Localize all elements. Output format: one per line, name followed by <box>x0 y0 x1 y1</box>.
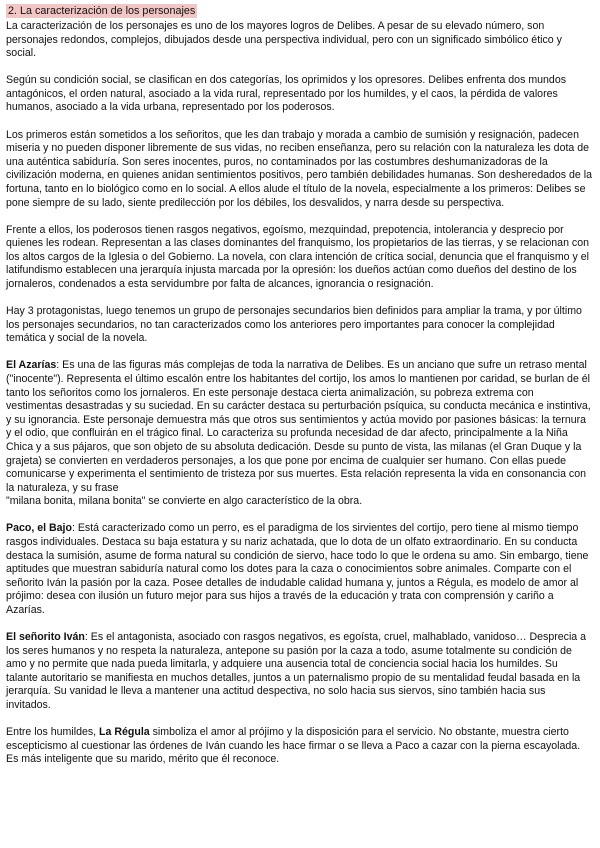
paragraph-protagonistas: Hay 3 protagonistas, luego tenemos un grupo de personajes secundarios bien definidos para ampliar la trama, y por último los personajes secundarios, no tan caracterizados como los anteriores pero importantes para conocer la complejidad temática y social de la novela. <box>6 305 582 345</box>
paragraph-regula <box>6 726 592 767</box>
paragraph-intro: La caracterización de los personajes es uno de los mayores logros de Delibes. A pesar de su elevado número, son personajes redondos, complejos, dibujados desde una perspectiva individual, pero con un significado simbólico ético y social. <box>6 20 562 60</box>
paragraph-social-classes: Según su condición social, se clasifican en dos categorías, los oprimidos y los opresores. Delibes enfrenta dos mundos antagónicos, el orden natural, asociado a la vida rural, representado por los humildes, y el caos, la pérdida de valores humanos, asociado a la vida urbana, representado por los poderosos. <box>6 74 567 114</box>
azarias-quote: "milana bonita, milana bonita" se convierte en algo característico de la obra. <box>6 495 363 508</box>
character-name-paco: Paco, el Bajo <box>6 522 72 535</box>
paragraph-paco <box>6 522 592 617</box>
paco-description: : Está caracterizado como un perro, es el paradigma de los sirvientes del cortijo, pero tiene al mismo tiempo rasgos individuales. Destaca su baja estatura y su nariz achatada, que lo dota de un olfato extraordinario. En su conducta destaca la sumisión, asume de forma natural su condición de siervo, hace todo lo que le ordena su amo. Sin embargo, tiene aptitudes que muestran sabiduría natural como los dotes para la caza o conocimientos sobre animales. Comparte con el señorito Iván la pasión por la caza. Posee detalles de indudable calidad humana y, juntos a Régula, es modelo de amor al prójimo: desea con ilusión un futuro mejor para sus hijos a través de la educación y trata con comprensión y cariño a Azarías. <box>6 522 589 616</box>
character-name-ivan: El señorito Iván <box>6 631 85 644</box>
section-heading: 2. La caracterización de los personajes <box>8 5 196 17</box>
document-body <box>6 20 592 780</box>
character-name-regula: La Régula <box>99 726 150 739</box>
paragraph-poderosos: Frente a ellos, los poderosos tienen rasgos negativos, egoísmo, mezquindad, prepotencia, intolerancia y desprecio por quienes les rodean. Representan a las clases dominantes del franquismo, los propietarios de las tierras, y se relacionan con los altos cargos de la Iglesia o del Gobierno. La novela, con clara intención de crítica social, denuncia que el franquismo y el latifundismo establecen una jerarquía injusta marcada por la opresión: los dueños actúan como dueños del destino de los jornaleros, condenados a esta servidumbre por falta de alcances, ignorancia o resignación. <box>6 223 589 290</box>
character-name-azarias: El Azarías <box>6 359 57 372</box>
regula-intro: Entre los humildes, <box>6 726 100 739</box>
paragraph-ivan <box>6 631 592 713</box>
azarias-description: : Es una de las figuras más complejas de toda la narrativa de Delibes. Es un anciano que sufre un retraso mental ("inocente"). Representa el último escalón entre los habitantes del cortijo, los amos lo mantienen por caridad, se burlan de él tanto los señoritos como los jornaleros. En este personaje destaca cierta animalización, su pobreza extrema con vestimentas desastradas y su suciedad. En su carácter destaca su perturbación psíquica, su conducta mecánica e instintiva, y su ignorancia. Este personaje demuestra más que otros sus sentimientos y actúa movido por pasiones básicas: la ternura y el odio, que confluirán en el trágico final. Lo caracteriza su profunda necesidad de dar afecto, principalmente a la Niña Chica y a sus pájaros, que son objeto de su absoluta dedicación. Desde su punto de vista, las milanas (el Gran Duque y la grajeta) se convierten en verdaderos personajes, a los que pone por encima de cualquier ser humano. Con ellas puede comunicarse y experimenta el sentimiento de tristeza por sus muertes. Esta relación representa la vida en consonancia con la naturaleza, y su frase <box>6 359 591 494</box>
paragraph-azarias <box>6 359 592 509</box>
paragraph-humildes: Los primeros están sometidos a los señoritos, que les dan trabajo y morada a cambio de sumisión y resignación, padecen miseria y no pueden disponer libremente de sus vidas, no reciben enseñanza, pero su relación con la naturaleza les dota de una auténtica sabiduría. Son seres inocentes, puros, no contaminados por las costumbres deshumanizadoras de la civilización moderna, en quienes anidan sentimientos positivos, pero también debilidades humanas. Son desheredados de la fortuna, tanto en lo biológico como en lo social. A ellos alude el título de la novela, especialmente a los primeros: Delibes se pone siempre de su lado, siente predilección por los débiles, los desvalidos, y narra desde su perspectiva. <box>6 128 592 209</box>
ivan-description: : Es el antagonista, asociado con rasgos negativos, es egoísta, cruel, malhablado, vanidoso… Desprecia a los seres humanos y no respeta la naturaleza, antepone su pasión por la caza a todo, asume totalmente su condición de amo y no permite que nada pueda limitarla, y adquiere una ausencia total de conciencia social hacia los humildes. Su talante autoritario se manifiesta en muchos detalles, juntos a un paternalismo propio de su mentalidad feudal basada en la jerarquía. Su vanidad le lleva a mantener una actitud despectiva, no solo hacia sus siervos, sino también hacia sus invitados. <box>6 631 587 712</box>
regula-description: simboliza el amor al prójimo y la disposición para el servicio. No obstante, muestra cierto escepticismo al cuestionar las órdenes de Iván cuando les hace firmar o se lleva a Paco a cazar con la pierna escayolada. Es más inteligente que su marido, mérito que él reconoce. <box>6 726 581 766</box>
